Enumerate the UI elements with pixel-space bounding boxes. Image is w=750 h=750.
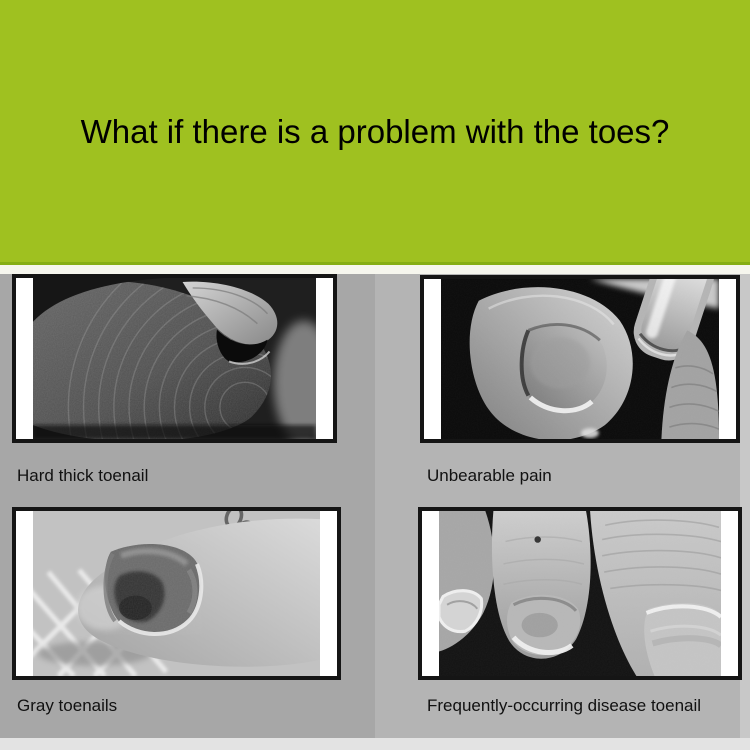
photo-grid-section xyxy=(0,274,750,750)
photo-gray-toenails xyxy=(33,511,320,676)
bottom-margin-strip xyxy=(0,738,750,750)
caption-hard-thick-toenail: Hard thick toenail xyxy=(17,466,149,485)
caption-unbearable-pain: Unbearable pain xyxy=(427,466,552,485)
photo-frame-disease-toenail xyxy=(418,507,742,680)
photo-disease-toenail xyxy=(439,511,721,676)
photo-frame-hard-thick-toenail xyxy=(12,274,337,443)
page-title: What if there is a problem with the toes? xyxy=(80,113,670,150)
caption-gray-toenails: Gray toenails xyxy=(17,696,118,715)
green-header xyxy=(0,0,750,265)
photo-frame-gray-toenails xyxy=(12,507,341,680)
caption-disease-toenail: Frequently-occurring disease toenail xyxy=(427,696,702,715)
photo-unbearable-pain xyxy=(441,279,719,439)
photo-hard-thick-toenail xyxy=(33,278,316,439)
photo-frame-unbearable-pain xyxy=(420,275,740,443)
header-divider xyxy=(0,265,750,274)
